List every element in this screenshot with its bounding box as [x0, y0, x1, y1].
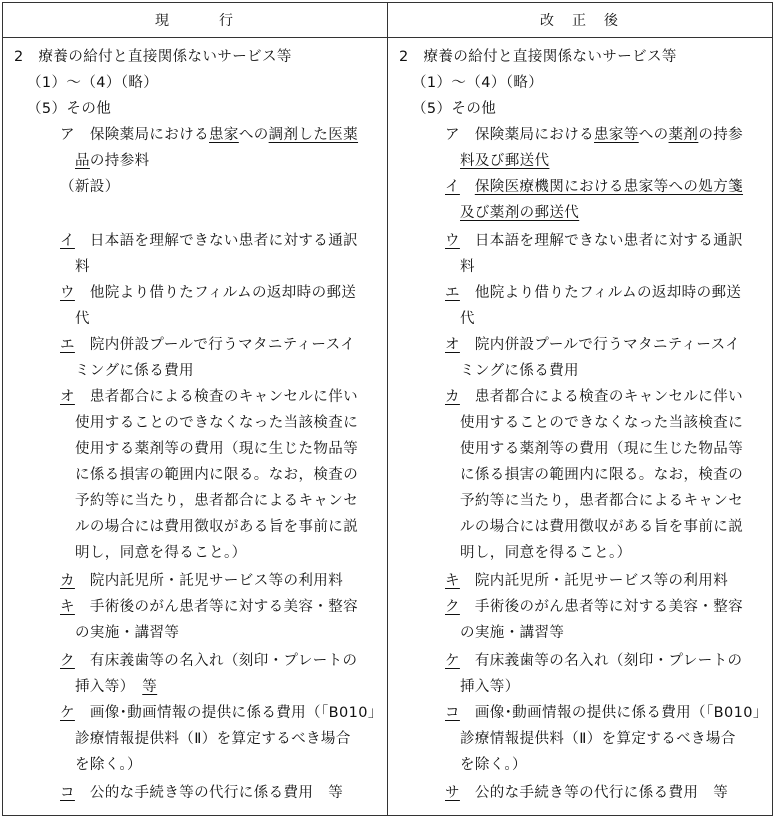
item-ku-line2: 挿入等） 等	[75, 679, 158, 695]
item-5-heading: （5）その他	[412, 101, 497, 117]
item-u-line2: 料	[460, 259, 475, 275]
item-a: ア 保険薬局における患家への調剤した医薬	[60, 127, 359, 143]
item-u-line2: 代	[75, 311, 90, 327]
item-o-line7: 明し，同意を得ること。）	[75, 545, 247, 561]
item-ka-line3: 使用する薬剤等の費用（現に生じた物品等	[460, 441, 744, 457]
item-o-line6: ルの場合には費用徴収がある旨を事前に説	[75, 519, 359, 535]
comparison-table	[2, 2, 773, 816]
item-ke-line2: 診療情報提供料（Ⅱ）を算定するべき場合	[75, 731, 351, 747]
item-ko: コ 公的な手続き等の代行に係る費用 等	[60, 785, 344, 801]
item-ko: コ 画像･動画情報の提供に係る費用（「B010」	[445, 705, 768, 721]
item-ka-line7: 明し，同意を得ること。）	[460, 545, 632, 561]
item-ki: キ 院内託児所・託児サービス等の利用料	[445, 573, 729, 589]
item-i: イ 日本語を理解できない患者に対する通訳	[60, 233, 359, 249]
item-sa: サ 公的な手続き等の代行に係る費用 等	[445, 785, 729, 801]
items-1-4: （1）～（4）（略）	[27, 75, 159, 91]
item-ka-line5: 予約等に当たり，患者都合によるキャンセ	[460, 493, 744, 509]
item-u: ウ 日本語を理解できない患者に対する通訳	[445, 233, 744, 249]
item-ki-line2: の実施・講習等	[75, 625, 180, 641]
item-ke-line2: 挿入等）	[460, 679, 520, 695]
item-5-heading: （5）その他	[27, 101, 112, 117]
item-ko-line3: を除く。）	[460, 757, 527, 773]
item-e: エ 院内併設プールで行うマタニティースイ	[60, 337, 356, 353]
item-o: オ 患者都合による検査のキャンセルに伴い	[60, 389, 359, 405]
section-heading: 2 療養の給付と直接関係ないサービス等	[14, 49, 292, 65]
item-o-line3: 使用する薬剤等の費用（現に生じた物品等	[75, 441, 359, 457]
item-a-line2: 料及び郵送代	[460, 153, 550, 169]
item-e-line2: 代	[460, 311, 475, 327]
item-u: ウ 他院より借りたフィルムの返却時の郵送	[60, 285, 357, 301]
item-ka: カ 患者都合による検査のキャンセルに伴い	[445, 389, 744, 405]
item-ku: ク 手術後のがん患者等に対する美容・整容	[445, 599, 744, 615]
item-ko-line2: 診療情報提供料（Ⅱ）を算定するべき場合	[460, 731, 736, 747]
current-column	[3, 38, 388, 816]
item-ke: ケ 有床義歯等の名入れ（刻印・プレートの	[445, 653, 743, 669]
section-heading: 2 療養の給付と直接関係ないサービス等	[399, 49, 677, 65]
item-i-line2: 及び薬剤の郵送代	[460, 205, 580, 221]
item-ke-line3: を除く。）	[75, 757, 142, 773]
items-1-4: （1）～（4）（略）	[412, 75, 544, 91]
table-header-row	[3, 3, 773, 38]
item-ku-line2: の実施・講習等	[460, 625, 565, 641]
item-o-line4: に係る損害の範囲内に限る。なお，検査の	[75, 467, 359, 483]
item-ku: ク 有床義歯等の名入れ（刻印・プレートの	[60, 653, 358, 669]
item-a-line2: 品の持参料	[75, 153, 150, 169]
revised-column	[388, 38, 773, 816]
item-i-new: イ 保険医療機関における患家等への処方箋	[445, 179, 744, 195]
new-establishment-note: （新設）	[60, 179, 120, 195]
table-body-row	[3, 38, 773, 816]
item-e-line2: ミングに係る費用	[75, 363, 194, 379]
item-i-line2: 料	[75, 259, 90, 275]
header-revised: 改 正 後	[388, 3, 773, 38]
item-ki: キ 手術後のがん患者等に対する美容・整容	[60, 599, 359, 615]
item-e: エ 他院より借りたフィルムの返却時の郵送	[445, 285, 742, 301]
item-ka-line4: に係る損害の範囲内に限る。なお，検査の	[460, 467, 744, 483]
item-o: オ 院内併設プールで行うマタニティースイ	[445, 337, 741, 353]
item-o-line2: 使用することのできなくなった当該検査に	[75, 415, 359, 431]
item-ka: カ 院内託児所・託児サービス等の利用料	[60, 573, 344, 589]
header-current: 現 行	[3, 3, 388, 38]
item-ke: ケ 画像･動画情報の提供に係る費用（「B010」	[60, 705, 383, 721]
item-a-mark: ア	[60, 127, 75, 143]
item-o-line5: 予約等に当たり，患者都合によるキャンセ	[75, 493, 359, 509]
item-o-line2: ミングに係る費用	[460, 363, 579, 379]
item-ka-line6: ルの場合には費用徴収がある旨を事前に説	[460, 519, 744, 535]
item-ka-line2: 使用することのできなくなった当該検査に	[460, 415, 744, 431]
item-a: ア 保険薬局における患家等への薬剤の持参	[445, 127, 744, 143]
